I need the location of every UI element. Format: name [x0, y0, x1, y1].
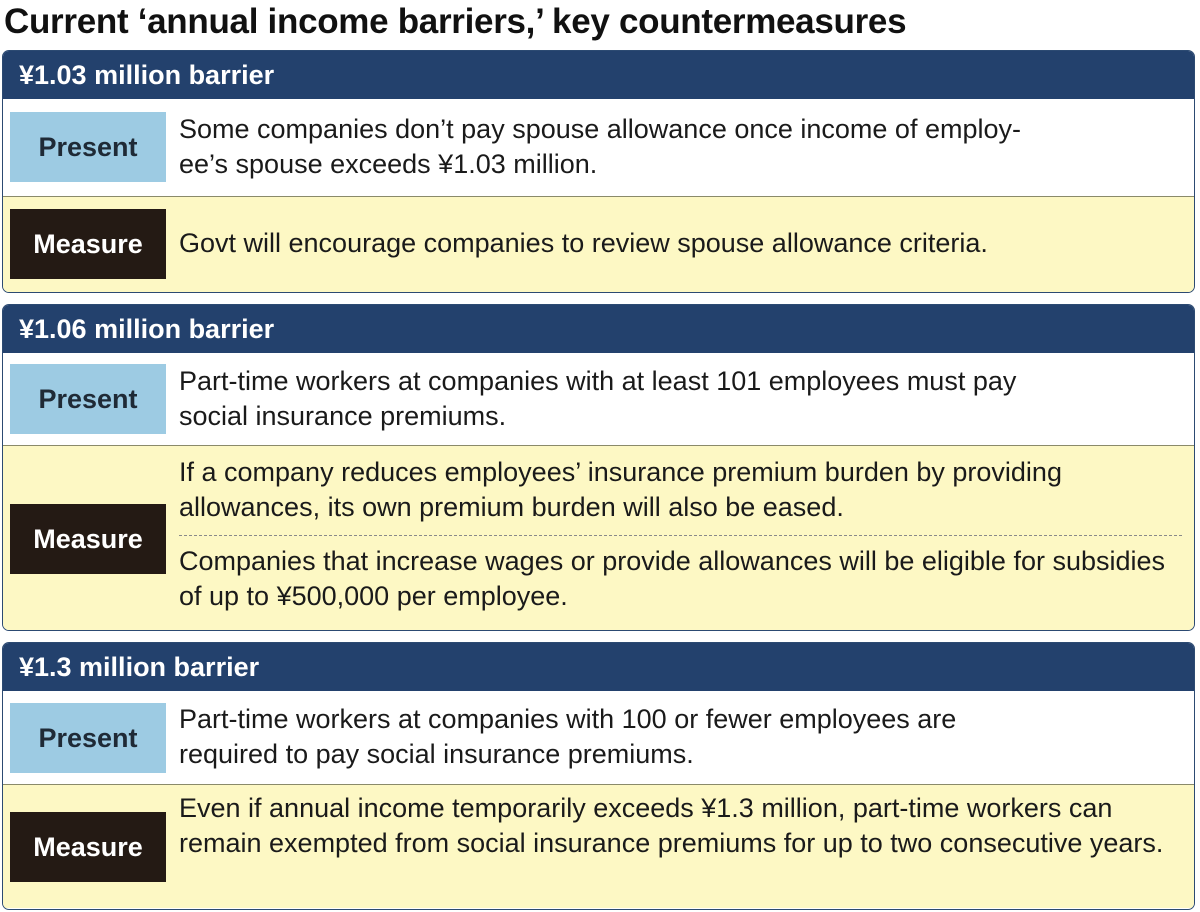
barrier-panel-1-06: [2, 304, 1195, 631]
present-text-line: Part-time workers at companies with at least 101 employees must pay: [179, 366, 1017, 396]
measure-text-block: [179, 226, 1182, 261]
barrier-panel-1-3: [2, 642, 1195, 910]
barrier-panel-1-03: [2, 50, 1195, 293]
present-text-block: [179, 702, 1182, 772]
present-badge: Present: [10, 364, 166, 434]
measure-text: Even if annual income temporarily exceeds ¥1.3 million, part-time workers can remain exempted from social insurance premiums for up to two consecutive years.: [179, 793, 1164, 858]
present-row: [3, 99, 1194, 196]
measure-badge: Measure: [10, 504, 166, 574]
present-row: [3, 691, 1194, 784]
panel-header: ¥1.3 million barrier: [3, 643, 1194, 691]
measure-text: Companies that increase wages or provide allowances will be eligible for subsidies of up to ¥500,000 per employee.: [179, 546, 1166, 611]
present-row: [3, 353, 1194, 445]
present-text-line: Some companies don’t pay spouse allowance once income of employ-: [179, 114, 1021, 144]
measure-text: Govt will encourage companies to review spouse allowance criteria.: [179, 228, 988, 258]
present-text-block: [179, 364, 1182, 434]
measure-row: [3, 445, 1194, 630]
measure-divider: [179, 535, 1182, 536]
measure-row: [3, 196, 1194, 292]
present-text-line: required to pay social insurance premiums.: [179, 739, 694, 769]
panel-header: ¥1.06 million barrier: [3, 305, 1194, 353]
panel-header: ¥1.03 million barrier: [3, 51, 1194, 99]
page-title: Current ‘annual income barriers,’ key countermeasures: [4, 2, 907, 41]
present-badge: Present: [10, 112, 166, 182]
measure-badge: Measure: [10, 812, 166, 882]
present-text-line: ee’s spouse exceeds ¥1.03 million.: [179, 149, 598, 179]
present-badge: Present: [10, 703, 166, 773]
measure-text: If a company reduces employees’ insurance premium burden by providing allowances, its own premium burden will also be eased.: [179, 457, 1062, 522]
measure-text-block: [179, 791, 1182, 861]
measure-text-block: [179, 455, 1182, 614]
present-text-block: [179, 112, 1182, 182]
present-text-line: Part-time workers at companies with 100 or fewer employees are: [179, 704, 957, 734]
measure-row: [3, 784, 1194, 908]
present-text-line: social insurance premiums.: [179, 401, 507, 431]
measure-badge: Measure: [10, 209, 166, 279]
